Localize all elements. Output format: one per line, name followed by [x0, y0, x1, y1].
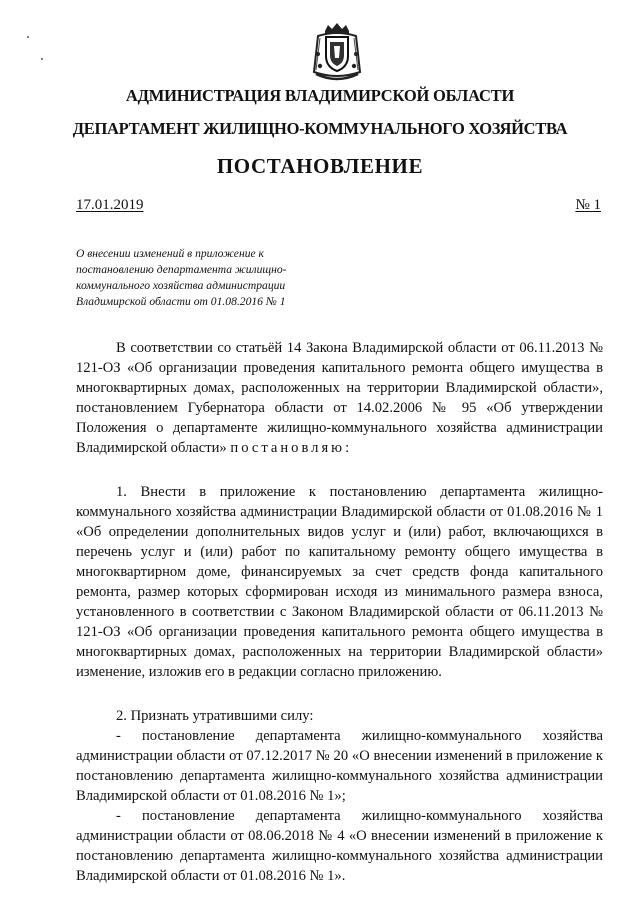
subject-line: Владимирской области от 01.08.2016 № 1	[76, 295, 286, 308]
scan-speck	[41, 58, 43, 60]
preamble-paragraph	[76, 338, 603, 459]
document-subject	[76, 246, 326, 310]
decree-word: постановляю:	[230, 440, 353, 457]
scan-speck	[27, 36, 29, 38]
department-name: ДЕПАРТАМЕНТ ЖИЛИЩНО-КОММУНАЛЬНОГО ХОЗЯЙСТВА	[72, 119, 568, 138]
subject-line: коммунального хозяйства администрации	[76, 279, 286, 292]
organization-name: АДМИНИСТРАЦИЯ ВЛАДИМИРСКОЙ ОБЛАСТИ	[125, 86, 515, 105]
document-type: ПОСТАНОВЛЕНИЕ	[216, 154, 424, 178]
document-number: № 1	[575, 197, 601, 213]
subject-line: О внесении изменений в приложение к	[76, 247, 264, 260]
document-body	[76, 338, 603, 886]
subject-line: постановлению департамента жилищно-	[76, 263, 287, 276]
item-1-paragraph: 1. Внести в приложение к постановлению департамента жилищно-коммунального хозяйства администрации Владимирской области от 01.08.2016 № 1 «Об определении дополнительных видов услуг и (или) работ, включающихся в перечень услуг и (или) работ по капитальному ремонту общего имущества в многоквартирном доме, финансируемых за счет средств фонда капитального ремонта, размер которых сформирован исходя из минимального размера взноса, установленного в соответствии с Законом Владимирской области от 06.11.2013 № 121-ОЗ «Об организации проведения капитального ремонта общего имущества в многоквартирных домах, расположенных на территории Владимирской области» изменение, изложив его в редакции согласно приложению.	[76, 483, 603, 681]
preamble-text: В соответствии со статьёй 14 Закона Владимирской области от 06.11.2013 № 121-ОЗ «Об организации проведения капитального ремонта общего имущества в многоквартирных домах, расположенных на территории Владимирской области», постановлением Губернатора области от 14.02.2006 № 95 «Об утверждении Положения о департаменте жилищно-коммунального хозяйства администрации Владимирской области»	[76, 340, 603, 457]
document-date: 17.01.2019	[76, 197, 144, 213]
item-2-title: 2. Признать утратившими силу:	[116, 707, 314, 724]
coat-of-arms-icon	[308, 22, 366, 82]
item-2-entry-a: - постановление департамента жилищно-коммунального хозяйства администрации области от 07.12.2017 № 20 «О внесении изменений в приложение к постановлению департамента жилищно-коммунального хозяйства администрации Владимирской области от 01.08.2016 № 1»;	[76, 727, 603, 804]
item-2-entry-b: - постановление департамента жилищно-коммунального хозяйства администрации области от 08.06.2018 № 4 «О внесении изменений в приложение к постановлению департамента жилищно-коммунального хозяйства администрации Владимирской области от 01.08.2016 № 1».	[76, 807, 603, 885]
